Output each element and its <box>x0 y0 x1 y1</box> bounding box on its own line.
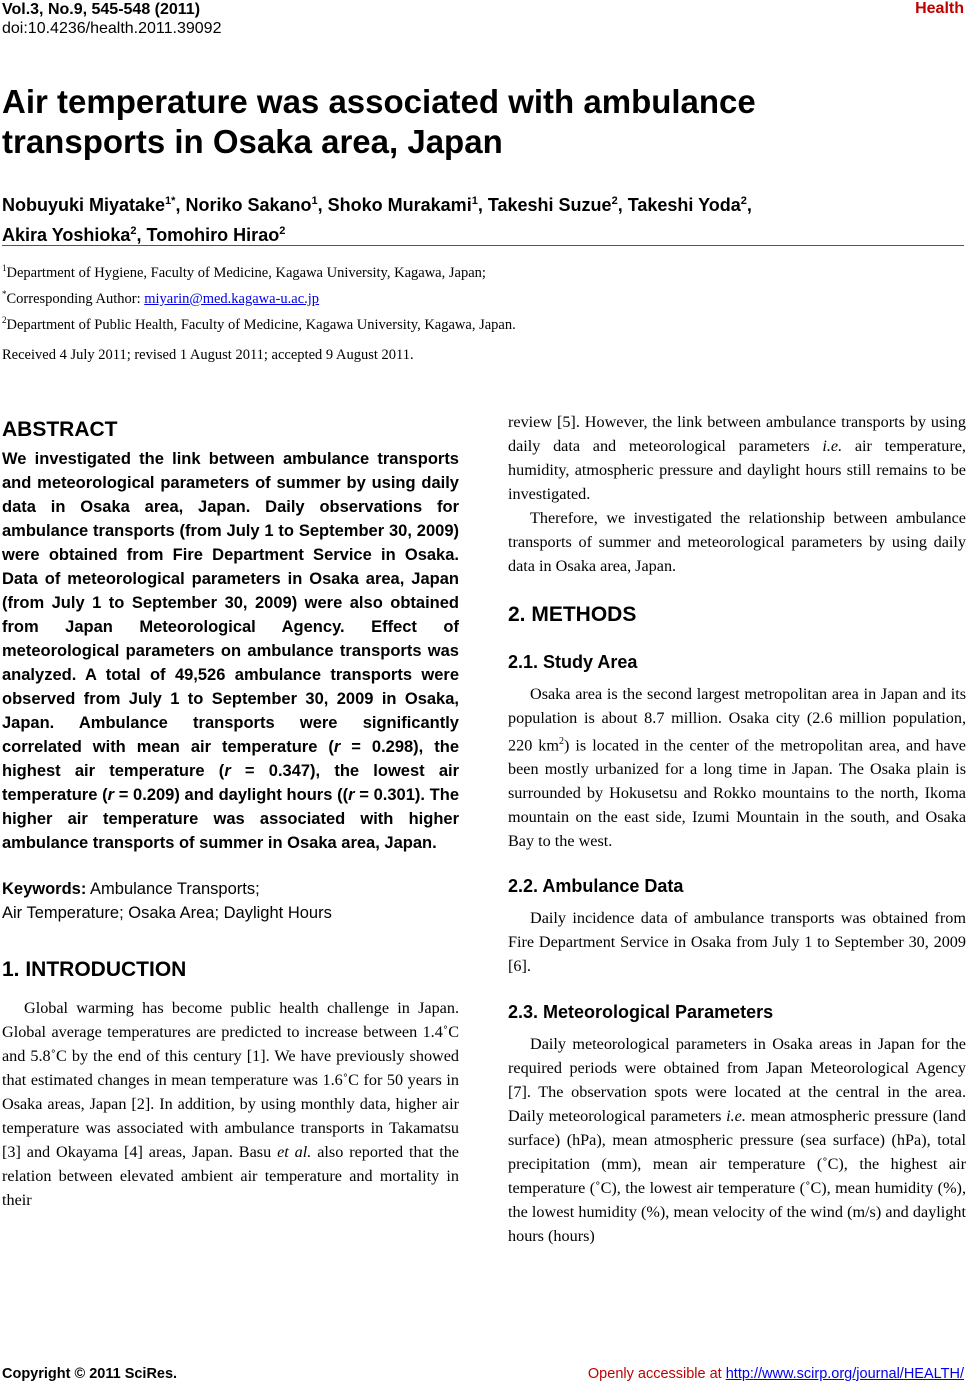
left-column <box>2 410 459 1212</box>
text-part: mean atmospheric pressure (land surface) (hPa), mean atmospheric pressure (sea surface) (hPa), total precipitation (mm), mean air temperature (˚C), the highest air temperature (˚C), the lowest air temperature (˚C), mean humidity (%), the lowest humidity (%), mean velocity of the wind (m/s) and daylight hours (hours) <box>508 1107 966 1246</box>
author-sep: , <box>317 195 328 215</box>
meteorological-heading: 2.3. Meteorological Parameters <box>508 1002 774 1023</box>
ie: i.e. <box>726 1107 746 1126</box>
intro-continuation <box>508 410 966 506</box>
author: Takeshi Suzue <box>487 195 612 215</box>
ambulance-data-paragraph: Daily incidence data of ambulance transports was obtained from Fire Department Service in Osaka from July 1 to September 30, 2009 [6]. <box>508 909 966 976</box>
author: Nobuyuki Miyatake <box>2 195 166 215</box>
author-sep: , <box>175 195 186 215</box>
abstract-part: = 0.347), the lowest air temperature ( <box>2 762 460 804</box>
ie: i.e. <box>822 437 843 455</box>
copyright: Copyright © 2011 SciRes. <box>2 1366 178 1382</box>
abstract-part: = 0.209) and daylight hours ( <box>114 786 343 804</box>
corresponding-author <box>2 284 516 310</box>
methods-heading: 2. METHODS <box>508 603 637 626</box>
title-line-1: Air temperature was associated with ambulance <box>2 83 756 120</box>
received-dates: Received 4 July 2011; revised 1 August 2011; accepted 9 August 2011. <box>2 347 414 363</box>
text-part: air temperature, humidity, atmospheric pressure and daylight hours still remains to be investigated. <box>508 437 966 503</box>
author-sup: 1 <box>471 195 478 207</box>
affil-text: Department of Hygiene, Faculty of Medicine, Kagawa University, Kagawa, Japan; <box>6 264 486 281</box>
open-access-note <box>588 1366 964 1382</box>
et-al: et al. <box>277 1143 312 1161</box>
author-sup: 2 <box>279 225 286 237</box>
author-sup: 1 <box>311 195 318 207</box>
author-sep: , <box>617 195 628 215</box>
author-sup: 1* <box>165 195 176 207</box>
author-sup: 2 <box>740 195 747 207</box>
affiliation-2 <box>2 310 516 336</box>
author-sep: , <box>477 195 488 215</box>
journal-link[interactable]: http://www.scirp.org/journal/HEALTH/ <box>725 1366 964 1382</box>
intro-part: also reported that the relation between elevated ambient air temperature and mortality in their <box>2 1143 459 1209</box>
affil-sup: 1 <box>2 263 7 273</box>
open-access-label: Openly accessible at <box>587 1366 726 1382</box>
ambulance-data-heading: 2.2. Ambulance Data <box>508 876 684 897</box>
keywords-line: Air Temperature; Osaka Area; Daylight Hours <box>2 904 332 922</box>
author: Shoko Murakami <box>327 195 472 215</box>
email-link[interactable]: miyarin@med.kagawa-u.ac.jp <box>144 290 320 307</box>
journal-name: Health <box>915 0 964 17</box>
km2-sup: 2 <box>559 736 564 747</box>
author: Tomohiro Hirao <box>146 225 280 245</box>
affiliation-1 <box>2 258 516 284</box>
affil-sup: 2 <box>2 314 7 325</box>
keywords-line: Ambulance Transports; <box>86 880 260 898</box>
r-symbol: r <box>107 786 114 804</box>
study-area-heading: 2.1. Study Area <box>508 652 638 672</box>
keywords-label: Keywords: <box>2 880 87 898</box>
author-sep: , <box>746 195 752 215</box>
author-sep: , <box>136 225 147 245</box>
affil-sup: * <box>2 288 7 299</box>
meteorological-paragraph <box>508 1032 966 1248</box>
text-part: Osaka area is the second largest metropolitan area in Japan and its population is about 8.7 million. Osaka city (2.6 million population, 220 km <box>508 685 966 755</box>
right-column <box>508 410 966 1248</box>
author: Takeshi Yoda <box>627 195 741 215</box>
author-sup: 2 <box>130 225 137 237</box>
paper-title <box>2 82 756 162</box>
r-symbol: r <box>333 738 341 756</box>
abstract-text: We investigated the link between ambulance transports and meteorological parameters of summer by using daily data in Osaka area, Japan. Daily observations for ambulance transports (from July 1 to September 30, 2009) were obtained from Fire Department Service in Osaka. Data of meteorological parameters in Osaka area, Japan (from July 1 to September 30, 2009) were also obtained from Japan Meteorological Agency. Effect of meteorological parameters on ambulance transports was analyzed. A total of 49,526 ambulance transports were observed from July 1 to September 30, 2009 in Osaka, Japan. Ambulance transports were significantly correlated with mean air temperature (r = 0.298), the highest air temperature (r = 0.347), the lowest air temperature (r = 0.209) and daylight hours ((r = 0.301). The higher air temperature was associated with higher ambulance transports of summer in Osaka area, Japan. <box>2 450 460 852</box>
affil-text: Department of Public Health, Faculty of Medicine, Kagawa University, Kagawa, Japan. <box>6 316 516 333</box>
intro-heading: 1. INTRODUCTION <box>2 958 187 981</box>
abstract-part: = 0.301). The higher air temperature was associated with higher ambulance transports of summer in Osaka area, Japan. <box>2 786 460 852</box>
volume-info: Vol.3, No.9, 545-548 (2011) <box>2 1 201 18</box>
doi: doi:10.4236/health.2011.39092 <box>2 20 222 37</box>
affiliations <box>2 258 516 335</box>
text-part: ) is located in the center of the metropolitan area, and have been mostly urbanized for a long time in Japan. The Osaka plain is surrounded by Hokusetsu and Rokko mountains to the north, Ikoma mountain on the east side, Izumi Mountain in the south, and Osaka Bay to the west. <box>508 736 966 851</box>
intro-paragraph-2: Therefore, we investigated the relationship between ambulance transports of summer and meteorological parameters by using daily data in Osaka area, Japan. <box>508 509 966 575</box>
header-divider <box>2 245 964 246</box>
abstract-part: We investigated the link between ambulance transports and meteorological parameters of summer by using daily data in Osaka area, Japan. Daily observations for ambulance transports (from July 1 to September 30, 2009) were obtained from Fire Department Service in Osaka. Data of meteorological parameters in Osaka area, Japan (from July 1 to September 30, 2009) were also obtained from Japan Meteorological Agency. Effect of meteorological parameters on ambulance transports was analyzed. A total of 49,526 ambulance transports were observed from July 1 to September 30, 2009 in Osaka, Japan. Ambulance transports were significantly correlated with mean air temperature ( <box>2 450 459 756</box>
author-sup: 2 <box>611 195 618 207</box>
abstract-heading: ABSTRACT <box>2 418 118 441</box>
running-header <box>2 0 221 38</box>
author: Akira Yoshioka <box>2 225 131 245</box>
r-symbol: r <box>348 786 355 804</box>
text-part: Daily meteorological parameters in Osaka areas in Japan for the required periods were obtained from Japan Meteorological Agency [7]. The observation spots were located at the central in the area. Daily meteorological parameters <box>508 1035 966 1126</box>
study-area-paragraph <box>508 682 966 853</box>
intro-part: Global warming has become public health challenge in Japan. Global average temperatures are predicted to increase between 1.4˚C and 5.8˚C by the end of this century [1]. We have previously showed that estimated changes in mean temperature was 1.6˚C for 50 years in Osaka areas, Japan [2]. In addition, by using monthly data, higher air temperature was associated with ambulance transports in Takamatsu [3] and Okayama [4] areas, Japan. Basu <box>2 999 459 1161</box>
abstract-part: = 0.298), the highest air temperature ( <box>2 738 459 780</box>
keywords <box>2 877 459 925</box>
text-part: review [5]. However, the link between ambulance transports by using daily data and meteorological parameters <box>508 413 966 455</box>
intro-paragraph <box>2 996 459 1212</box>
corr-label: Corresponding Author: <box>6 290 145 307</box>
author: Noriko Sakano <box>185 195 312 215</box>
author-list <box>2 188 752 248</box>
r-symbol: r <box>224 762 231 780</box>
title-line-2: transports in Osaka area, Japan <box>2 123 503 160</box>
